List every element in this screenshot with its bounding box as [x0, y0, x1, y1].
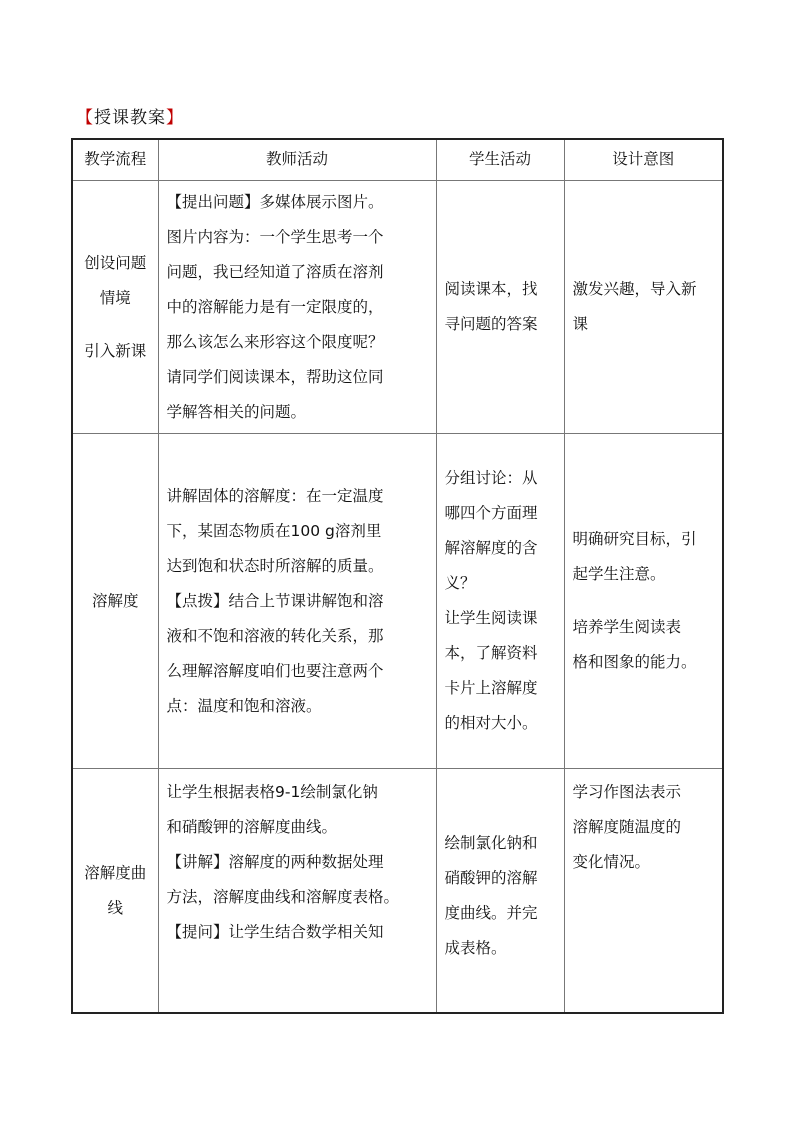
flow-cell: [72, 434, 158, 769]
teacher-line: 图片内容为：一个学生思考一个: [166, 227, 384, 246]
teacher-line: 点：温度和饱和溶液。: [166, 696, 322, 715]
flow-line: 引入新课: [84, 341, 147, 360]
teacher-line: 【提出问题】多媒体展示图片。: [166, 192, 384, 211]
student-line: 分组讨论：从: [444, 469, 538, 487]
intent-line: 溶解度随温度的: [572, 818, 682, 836]
intent-line: 培养学生阅读表: [572, 618, 682, 636]
teacher-line: 下，某固态物质在100 g溶剂里: [166, 521, 382, 540]
teacher-line: 让学生根据表格9-1绘制氯化钠: [166, 783, 378, 801]
header-intent: 设计意图: [564, 139, 723, 181]
teacher-line: 方法，溶解度曲线和溶解度表格。: [166, 888, 400, 906]
student-line: 绘制氯化钠和: [444, 833, 538, 852]
student-cell: [436, 434, 564, 769]
teacher-line: 那么该怎么来形容这个限度呢？: [166, 332, 384, 351]
student-line: 寻问题的答案: [444, 315, 538, 333]
teacher-line: 请同学们阅读课本，帮助这位同: [166, 367, 384, 386]
teacher-line: 【点拨】结合上节课讲解饱和溶: [166, 591, 384, 610]
teacher-line: 【提问】让学生结合数学相关知: [166, 923, 384, 941]
lesson-plan-table: [71, 138, 724, 1014]
header-teacher: 教师活动: [158, 139, 436, 181]
intent-line: 格和图象的能力。: [572, 653, 697, 671]
student-line: 解溶解度的含: [444, 539, 538, 557]
teacher-line: 和硝酸钾的溶解度曲线。: [166, 818, 338, 836]
student-line: 本，了解资料: [444, 644, 538, 662]
intent-line: 课: [572, 315, 589, 333]
teacher-line: 问题，我已经知道了溶质在溶剂: [166, 262, 384, 281]
table-header-row: [72, 139, 723, 181]
intent-line: 学习作图法表示: [572, 783, 682, 801]
flow-gap: [77, 316, 154, 334]
table-row: [72, 181, 723, 434]
student-line: 度曲线。并完: [444, 903, 538, 922]
teacher-line: 【讲解】溶解度的两种数据处理: [166, 853, 384, 871]
intent-line: 起学生注意。: [572, 565, 666, 583]
flow-line: 线: [107, 898, 123, 917]
student-line: 成表格。: [444, 938, 507, 957]
student-line: 哪四个方面理: [444, 504, 538, 522]
teacher-line: 中的溶解能力是有一定限度的，: [166, 297, 384, 316]
intent-gap: [573, 592, 715, 610]
student-line: 义？: [444, 574, 476, 592]
flow-line: 创设问题: [84, 253, 147, 272]
teacher-line: 学解答相关的问题。: [166, 402, 307, 421]
table-row: [72, 769, 723, 1014]
flow-cell: [72, 181, 158, 434]
table-row: [72, 434, 723, 769]
teacher-cell: [158, 181, 436, 434]
section-heading: [76, 103, 184, 128]
intent-cell: [564, 434, 723, 769]
header-flow: 教学流程: [72, 139, 158, 181]
flow-line: 溶解度曲: [84, 863, 147, 882]
student-cell: [436, 181, 564, 434]
intent-line: 明确研究目标，引: [572, 530, 697, 548]
flow-line: 溶解度: [91, 591, 139, 610]
teacher-line: 达到饱和状态时所溶解的质量。: [166, 556, 384, 575]
teacher-line: 液和不饱和溶液的转化关系，那: [166, 626, 384, 645]
flow-cell: [72, 769, 158, 1014]
student-line: 硝酸钾的溶解: [444, 868, 538, 887]
intent-line: 激发兴趣，导入新: [572, 280, 697, 298]
teacher-cell: [158, 769, 436, 1014]
teacher-cell: [158, 434, 436, 769]
student-line: 的相对大小。: [444, 714, 538, 732]
intent-cell: [564, 181, 723, 434]
student-line: 卡片上溶解度: [444, 679, 538, 697]
intent-line: 变化情况。: [572, 853, 651, 871]
teacher-line: 讲解固体的溶解度：在一定温度: [166, 486, 384, 505]
intent-cell: [564, 769, 723, 1014]
header-student: 学生活动: [436, 139, 564, 181]
student-cell: [436, 769, 564, 1014]
student-line: 阅读课本，找: [444, 280, 538, 298]
teacher-line: 么理解溶解度咱们也要注意两个: [166, 661, 384, 680]
heading-text: 授课教案: [94, 108, 166, 128]
flow-line: 情境: [99, 288, 131, 307]
student-line: 让学生阅读课: [444, 609, 538, 627]
heading-bracket-open: 【: [76, 108, 94, 128]
heading-bracket-close: 】: [166, 108, 184, 128]
